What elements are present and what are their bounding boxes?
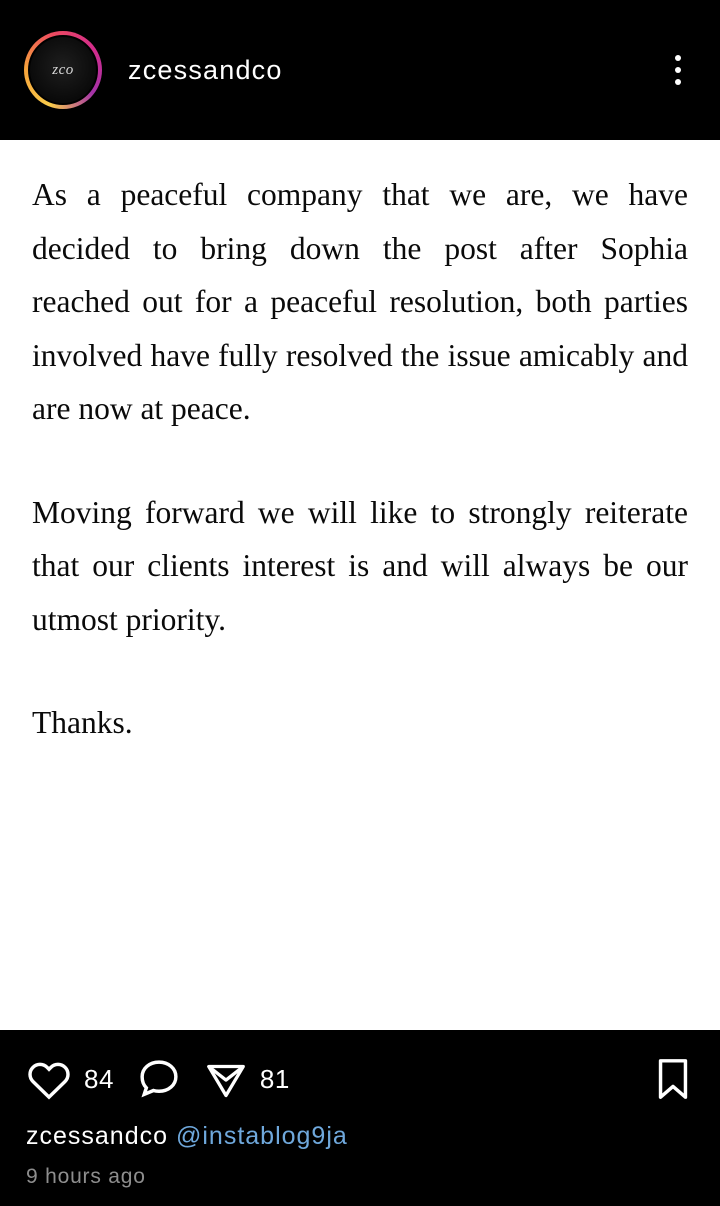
more-dot xyxy=(675,67,681,73)
post-paragraph: Thanks. xyxy=(32,705,133,741)
post-actions xyxy=(26,1052,694,1106)
avatar-inner xyxy=(28,35,98,105)
share-action[interactable] xyxy=(204,1057,290,1101)
comment-bubble-icon[interactable] xyxy=(136,1056,182,1102)
like-count: 84 xyxy=(84,1063,114,1094)
bookmark-icon[interactable] xyxy=(652,1056,694,1102)
avatar-image: zco xyxy=(30,37,96,103)
share-count: 81 xyxy=(259,1063,290,1094)
post-header xyxy=(0,0,720,140)
like-action[interactable] xyxy=(26,1058,114,1100)
caption-mention[interactable]: @instablog9ja xyxy=(175,1122,348,1150)
post-text-content xyxy=(32,168,688,750)
post-footer xyxy=(0,1030,720,1206)
post-caption xyxy=(26,1122,694,1151)
more-dot xyxy=(675,55,681,61)
post-paragraph: As a peaceful company that we are, we have decided to bring down the post after Sophia reached out for a peaceful resolution, both parties involved have fully resolved the issue amicably and are now at peace. xyxy=(32,177,688,427)
post-paragraph: Moving forward we will like to strongly reiterate that our clients interest is and will always be our utmost priority. xyxy=(32,494,688,637)
post-timestamp: 9 hours ago xyxy=(26,1165,146,1188)
post-media[interactable] xyxy=(0,140,720,1030)
more-options-icon[interactable] xyxy=(660,48,696,92)
heart-icon[interactable] xyxy=(26,1058,72,1100)
paper-plane-icon[interactable] xyxy=(204,1057,248,1101)
comment-action[interactable] xyxy=(136,1056,182,1102)
caption-username[interactable]: zcessandco xyxy=(26,1122,169,1150)
post-username[interactable]: zcessandco xyxy=(128,54,283,85)
more-dot xyxy=(675,79,681,85)
avatar[interactable] xyxy=(24,31,102,109)
